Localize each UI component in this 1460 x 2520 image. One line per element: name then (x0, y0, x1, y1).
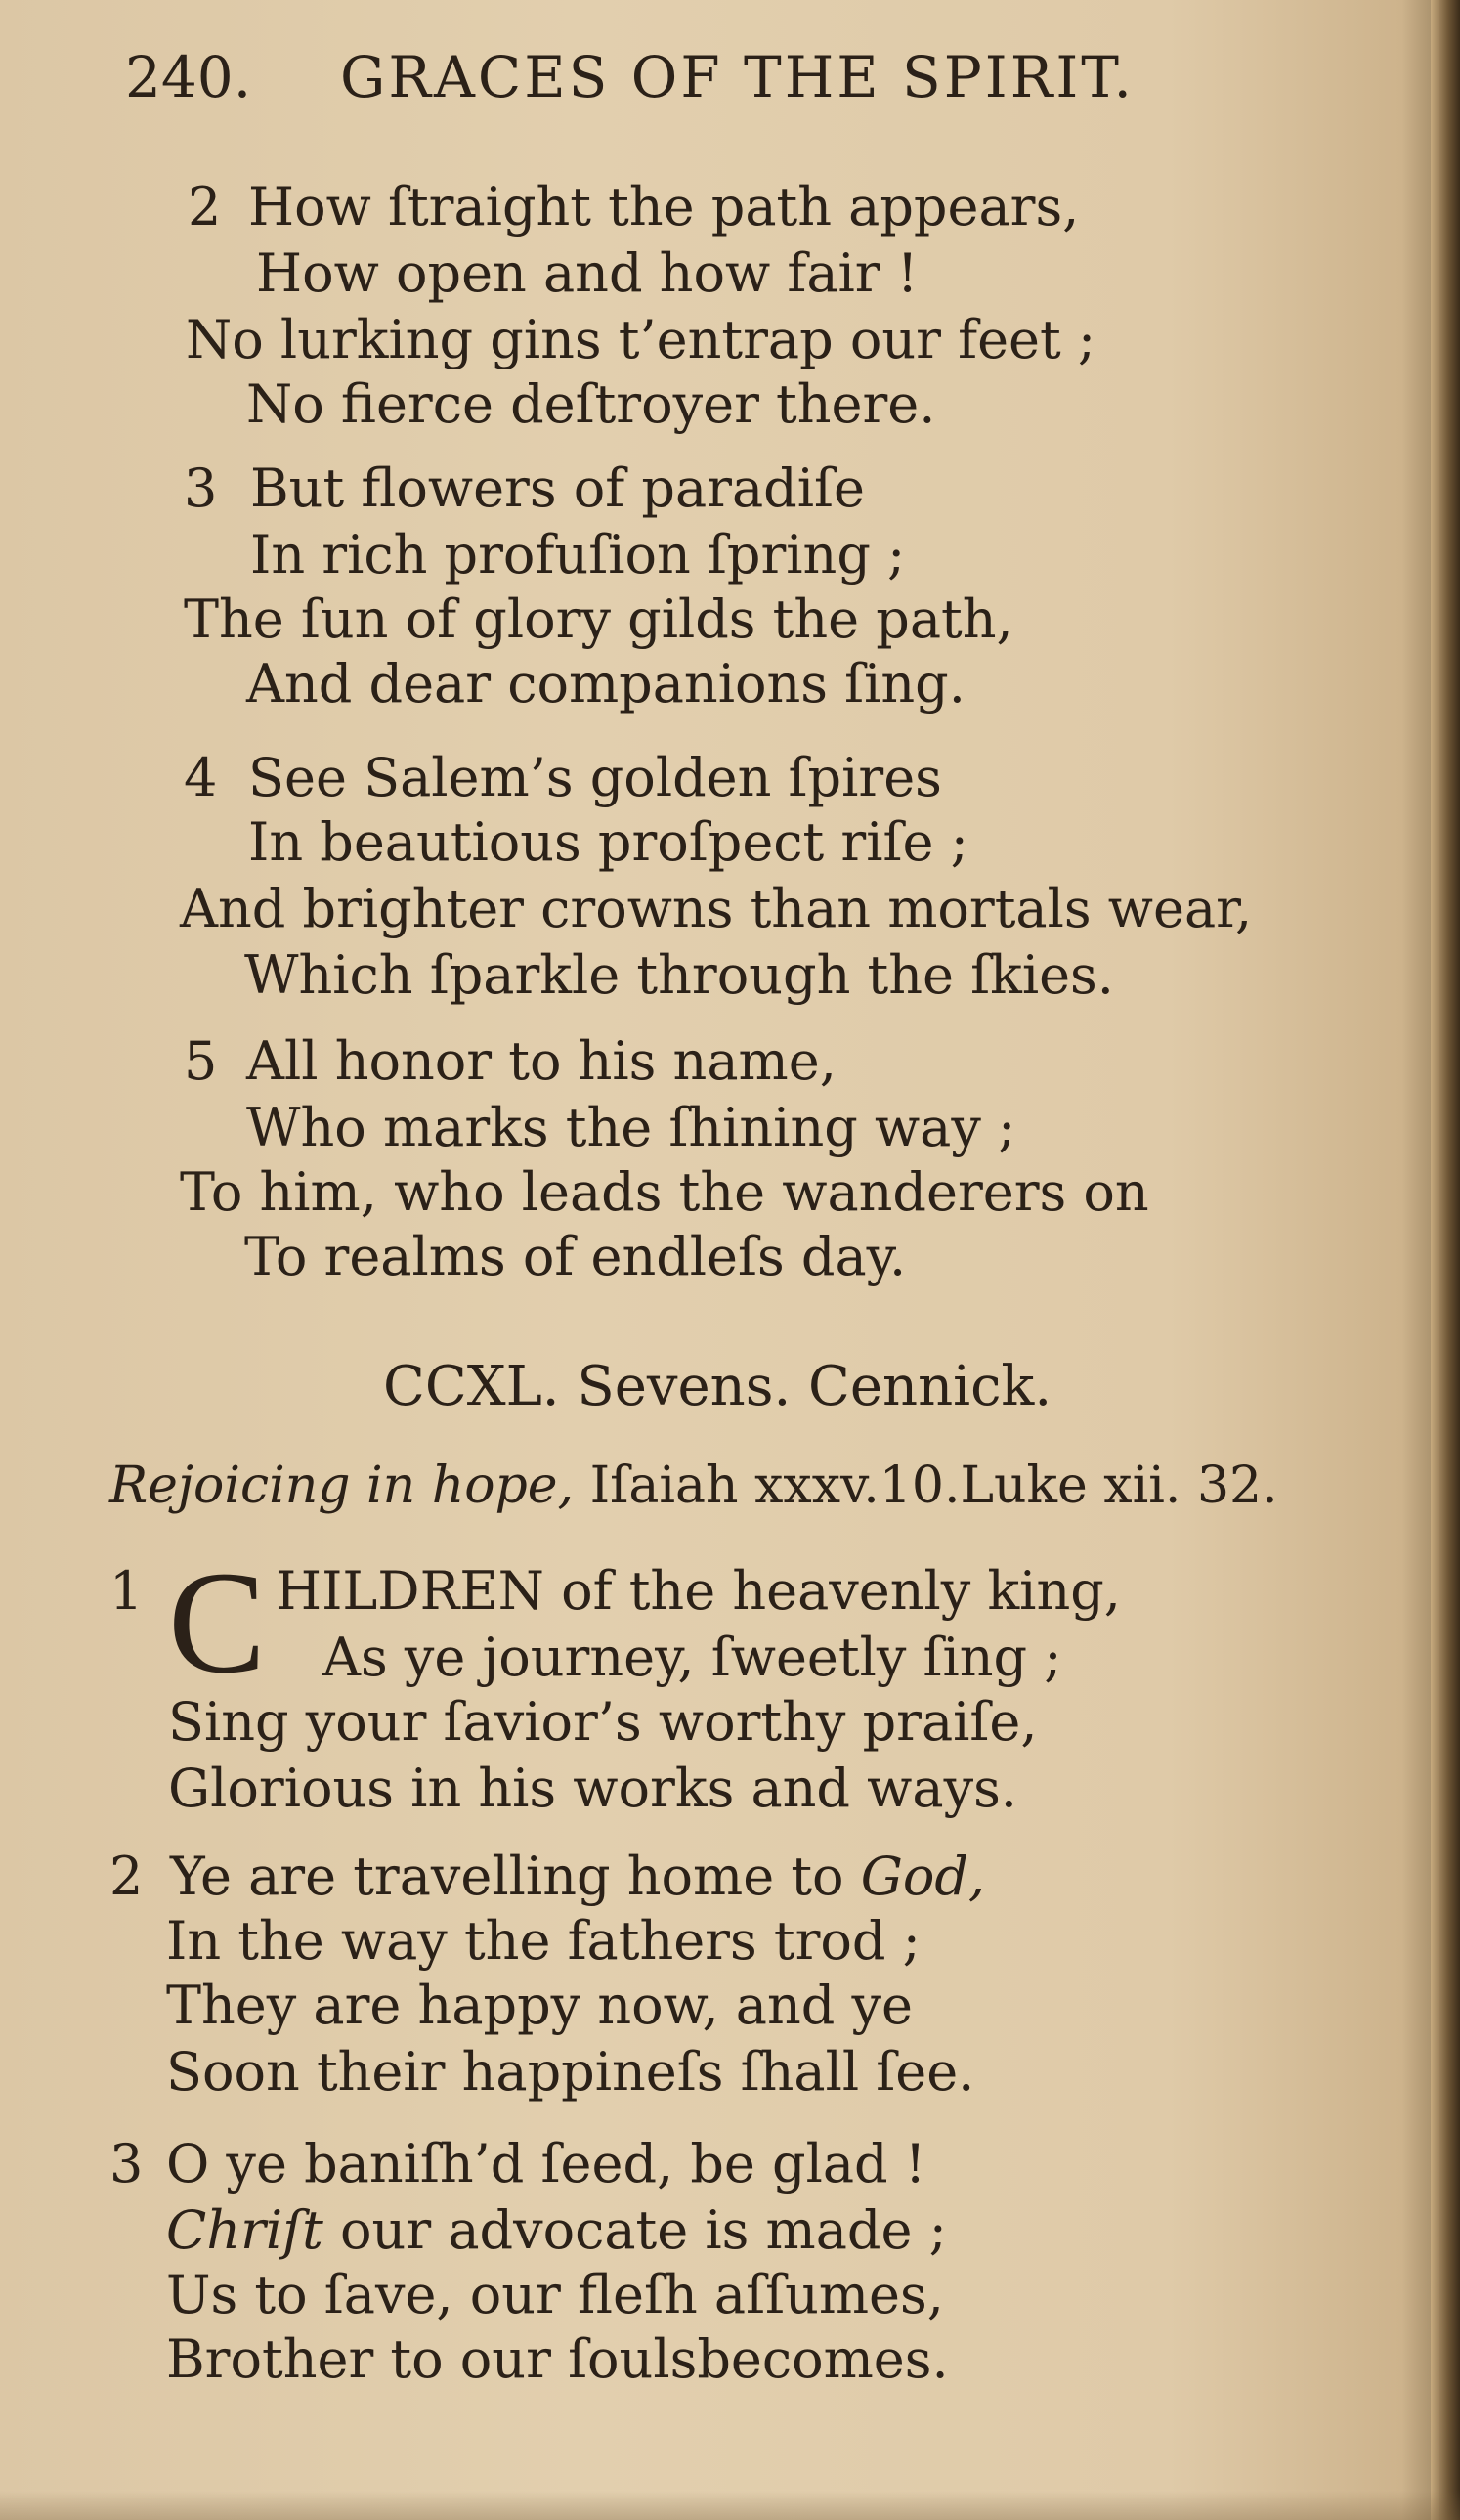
stanza-number: 3 (184, 457, 218, 519)
verse-line (170, 1846, 985, 1908)
page-header (125, 43, 1210, 111)
running-head: GRACES OF THE SPIRIT. (340, 44, 1135, 110)
verse-line: And dear companions ſing. (246, 653, 966, 715)
verse-line: To realms of endleſs day. (244, 1226, 907, 1287)
stanza-number: 2 (188, 176, 222, 238)
drop-cap: C (168, 1542, 267, 1704)
verse-line: The ſun of glory gilds the path, (184, 588, 1013, 650)
subtitle-theme: Rejoicing in hope, (109, 1456, 575, 1515)
verse-line: HILDREN of the heavenly king, (276, 1560, 1121, 1622)
verse-line: Who marks the ſhining way ; (246, 1097, 1016, 1158)
stanza-number: 5 (184, 1030, 218, 1092)
verse-line: Us to ſave, our fleſh aſſumes, (166, 2264, 944, 2325)
verse-line: They are happy now, and ye (166, 1975, 913, 2036)
stanza-number: 3 (109, 2133, 144, 2194)
verse-line: Brother to our ſoulsbecomes. (166, 2328, 949, 2390)
verse-line: Which ſparkle through the ſkies. (244, 944, 1114, 1006)
verse-line-italic: God, (860, 1846, 986, 1907)
verse-line (166, 2199, 947, 2262)
hymn-title: CCXL. Sevens. Cennick. (383, 1355, 1052, 1418)
verse-line: No lurking gins t’entrap our feet ; (186, 309, 1096, 370)
verse-line: In the way the fathers trod ; (166, 1910, 921, 1972)
verse-line: In rich profuſion ſpring ; (250, 524, 906, 586)
page-bottom-shadow (0, 2491, 1460, 2520)
verse-line: Soon their happineſs ſhall ſee. (166, 2041, 975, 2103)
verse-line: And brighter crowns than mortals wear, (180, 878, 1253, 939)
verse-line: As ye journey, ſweetly ſing ; (322, 1627, 1062, 1688)
stanza-number: 4 (184, 747, 218, 808)
page-edge (1431, 0, 1460, 2520)
verse-line: How ſtraight the path appears, (248, 176, 1080, 238)
verse-line: In beautious proſpect riſe ; (248, 811, 968, 873)
page-number: 240. (125, 44, 252, 110)
verse-line-text: Ye are travelling home to (170, 1846, 844, 1907)
subtitle-references: Iſaiah xxxv.10.Luke xii. 32. (574, 1456, 1278, 1515)
verse-line-italic: Chriſt (166, 2199, 323, 2261)
hymn-subtitle (109, 1455, 1278, 1517)
verse-line: Glorious in his works and ways. (168, 1758, 1017, 1819)
verse-line: How open and how fair ! (256, 242, 919, 304)
stanza-number: 1 (109, 1560, 144, 1622)
verse-line: To him, who leads the wanderers on (180, 1161, 1149, 1223)
verse-line: All honor to his name, (246, 1030, 837, 1092)
verse-line: See Salem’s golden ſpires (248, 747, 942, 808)
verse-line: Sing your ſavior’s worthy praiſe, (168, 1691, 1038, 1753)
verse-line: But flowers of paradiſe (250, 457, 865, 519)
verse-line-text: our advocate is made ; (340, 2199, 947, 2261)
stanza-number: 2 (109, 1846, 144, 1907)
verse-line: O ye baniſh’d ſeed, be glad ! (166, 2133, 926, 2194)
verse-line: No fierce deſtroyer there. (246, 373, 936, 435)
